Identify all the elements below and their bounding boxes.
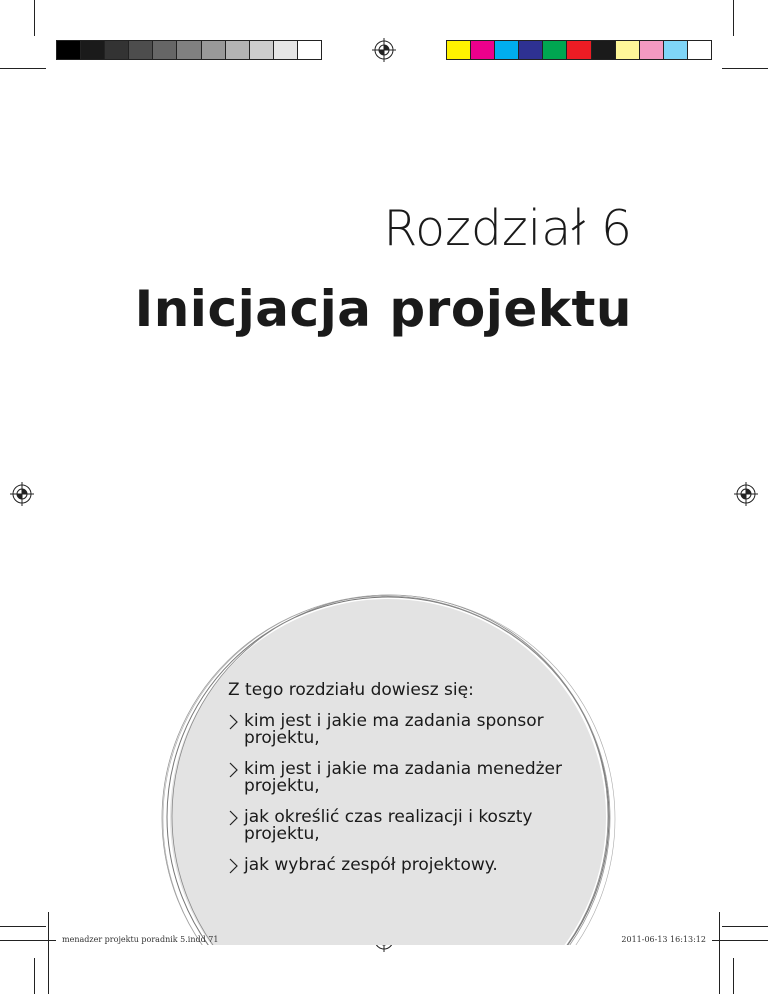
registration-mark-icon (734, 482, 758, 506)
color-swatch (471, 41, 495, 59)
color-swatch (81, 41, 105, 59)
crop-mark (722, 926, 768, 927)
crop-mark (34, 0, 35, 36)
color-swatch (129, 41, 153, 59)
color-swatch (495, 41, 519, 59)
list-item (228, 761, 588, 795)
color-swatch (664, 41, 688, 59)
chapter-number: Rozdział 6 (383, 200, 632, 257)
color-swatch (447, 41, 471, 59)
registration-mark-icon (10, 482, 34, 506)
summary-list (228, 713, 588, 888)
list-item (228, 809, 588, 843)
color-swatch (592, 41, 616, 59)
grayscale-color-bar (56, 40, 322, 60)
color-swatch (616, 41, 640, 59)
color-swatch (274, 41, 298, 59)
list-item-text: kim jest i jakie ma zadania menedżer projektu, (244, 759, 563, 796)
slug-timestamp: 2011-06-13 16:13:12 (621, 935, 706, 944)
crop-mark (712, 940, 768, 941)
color-swatch (250, 41, 274, 59)
chevron-right-icon (228, 713, 240, 731)
list-item (228, 857, 588, 874)
color-swatch (153, 41, 177, 59)
registration-mark-icon (372, 38, 396, 62)
crop-mark (722, 68, 768, 69)
crop-mark (719, 912, 720, 994)
cmyk-color-bar (446, 40, 712, 60)
summary-intro: Z tego rozdziału dowiesz się: (228, 680, 474, 700)
crop-mark (733, 958, 734, 994)
list-item-text: kim jest i jakie ma zadania sponsor projektu, (244, 711, 544, 748)
color-swatch (519, 41, 543, 59)
crop-mark (0, 926, 46, 927)
crop-mark (34, 958, 35, 994)
color-swatch (226, 41, 250, 59)
color-swatch (688, 41, 711, 59)
color-swatch (57, 41, 81, 59)
chevron-right-icon (228, 857, 240, 875)
color-swatch (177, 41, 201, 59)
color-swatch (543, 41, 567, 59)
color-swatch (298, 41, 321, 59)
list-item-text: jak wybrać zespół projektowy. (244, 855, 498, 875)
chevron-right-icon (228, 761, 240, 779)
chapter-title: Inicjacja projektu (134, 280, 632, 338)
chevron-right-icon (228, 809, 240, 827)
list-item-text: jak określić czas realizacji i koszty projektu, (244, 807, 533, 844)
crop-mark (0, 940, 56, 941)
crop-mark (733, 0, 734, 36)
color-swatch (105, 41, 129, 59)
crop-mark (48, 912, 49, 994)
color-swatch (640, 41, 664, 59)
color-swatch (202, 41, 226, 59)
list-item (228, 713, 588, 747)
color-swatch (567, 41, 591, 59)
slug-filename: menadzer projektu poradnik 5.indd 71 (62, 935, 219, 944)
crop-mark (0, 68, 46, 69)
